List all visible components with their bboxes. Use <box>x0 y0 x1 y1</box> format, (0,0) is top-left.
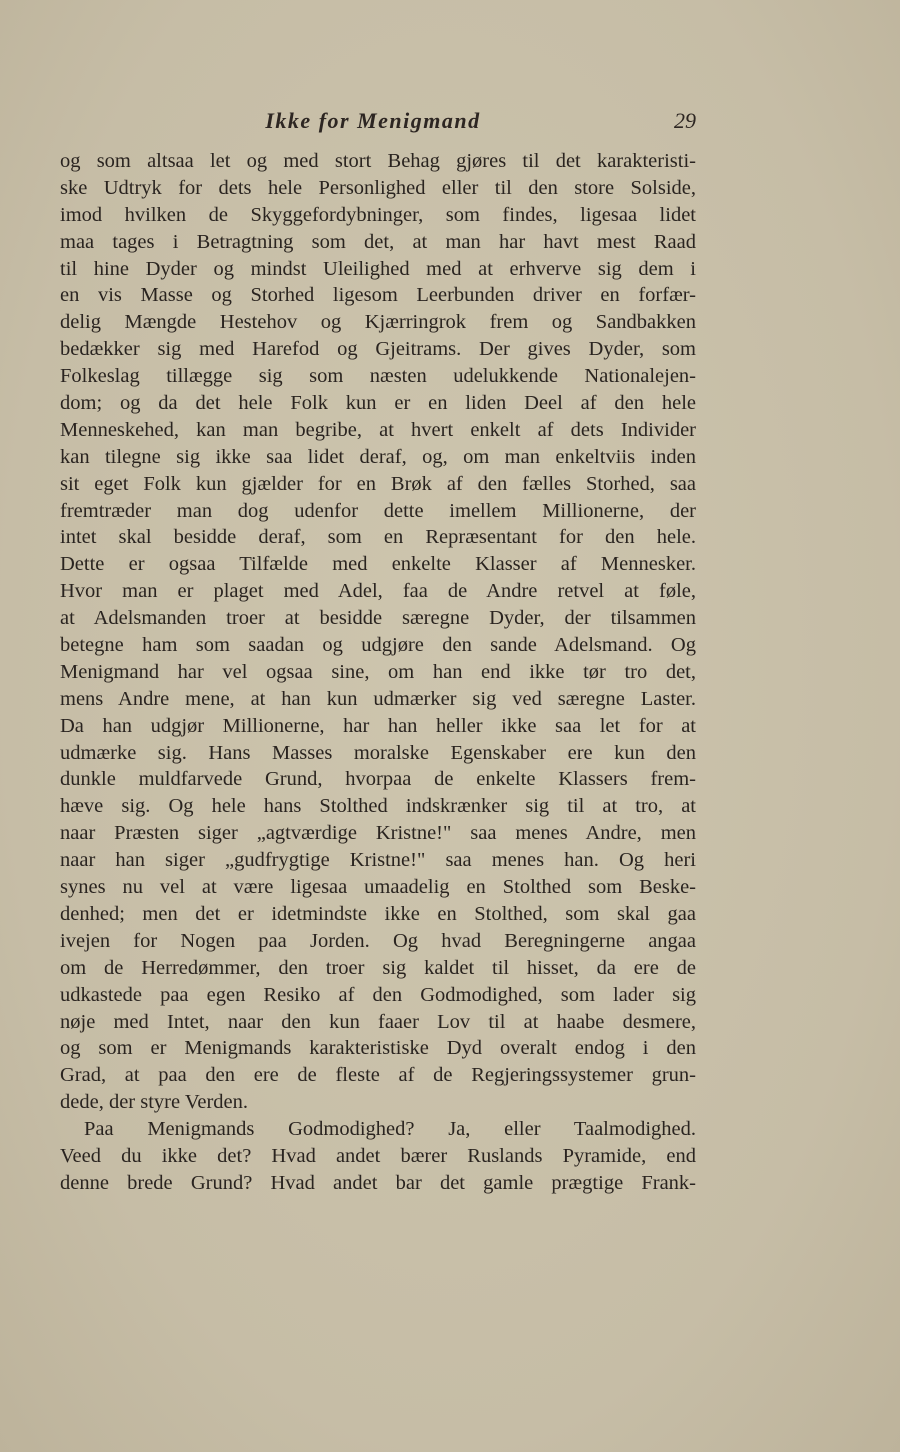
text-line: Grad, at paa den ere de fleste af de Regjeringssystemer grun- <box>60 1064 696 1087</box>
text-line: at Adelsmanden troer at besidde særegne Dyder, der tilsammen <box>60 607 696 630</box>
page-number: 29 <box>674 108 696 133</box>
text-line: sit eget Folk kun gjælder for en Brøk af den fælles Storhed, saa <box>60 472 696 495</box>
text-line: maa tages i Betragtning som det, at man har havt mest Raad <box>60 230 696 253</box>
text-line: hæve sig. Og hele hans Stolthed indskrænker sig til at tro, at <box>60 795 696 818</box>
text-line: naar Præsten siger „agtværdige Kristne!" saa menes Andre, men <box>60 822 696 845</box>
text-line: Menneskehed, kan man begribe, at hvert enkelt af dets Individer <box>60 418 696 441</box>
text-line: udkastede paa egen Resiko af den Godmodighed, som lader sig <box>60 983 696 1006</box>
text-line: ivejen for Nogen paa Jorden. Og hvad Beregningerne angaa <box>60 929 696 952</box>
text-line: denhed; men det er idetmindste ikke en Stolthed, som skal gaa <box>60 902 696 925</box>
text-line: dunkle muldfarvede Grund, hvorpaa de enkelte Klassers frem- <box>60 768 696 791</box>
text-line: Veed du ikke det? Hvad andet bærer Ruslands Pyramide, end <box>60 1144 696 1167</box>
text-line: og som altsaa let og med stort Behag gjøres til det karakteristi- <box>60 150 696 172</box>
text-line: Hvor man er plaget med Adel, faa de Andre retvel at føle, <box>60 580 696 603</box>
text-line: delig Mængde Hestehov og Kjærringrok frem og Sandbakken <box>60 311 696 334</box>
text-line: naar han siger „gudfrygtige Kristne!" saa menes han. Og heri <box>60 849 696 872</box>
text-line: dom; og da det hele Folk kun er en liden Deel af den hele <box>60 392 696 415</box>
text-line: til hine Dyder og mindst Uleilighed med at erhverve sig dem i <box>60 257 696 280</box>
text-line: fremtræder man dog udenfor dette imellem Millionerne, der <box>60 499 696 522</box>
text-line: bedækker sig med Harefod og Gjeitrams. Der gives Dyder, som <box>60 338 696 361</box>
text-line: om de Herredømmer, den troer sig kaldet til hisset, da ere de <box>60 956 696 979</box>
text-line: Menigmand har vel ogsaa sine, om han end ikke tør tro det, <box>60 660 696 683</box>
text-line: intet skal besidde deraf, som en Repræsentant for den hele. <box>60 526 696 549</box>
text-line: udmærke sig. Hans Masses moralske Egenskaber ere kun den <box>60 741 696 764</box>
text-line: imod hvilken de Skyggefordybninger, som findes, ligesaa lidet <box>60 203 696 226</box>
text-line: en vis Masse og Storhed ligesom Leerbunden driver en forfær- <box>60 284 696 307</box>
text-line: dede, der styre Verden. <box>60 1091 249 1114</box>
text-line: Dette er ogsaa Tilfælde med enkelte Klasser af Mennesker. <box>60 553 696 576</box>
text-line: nøje med Intet, naar den kun faaer Lov til at haabe desmere, <box>60 1010 696 1033</box>
text-line: ske Udtryk for dets hele Personlighed eller til den store Solside, <box>60 176 696 199</box>
body-text <box>60 148 696 1197</box>
text-line: Da han udgjør Millionerne, har han heller ikke saa let for at <box>60 714 696 737</box>
text-line: denne brede Grund? Hvad andet bar det gamle prægtige Frank- <box>60 1171 696 1194</box>
text-line: mens Andre mene, at han kun udmærker sig ved særegne Laster. <box>60 687 696 710</box>
text-line: og som er Menigmands karakteristiske Dyd overalt endog i den <box>60 1037 696 1060</box>
text-line: Folkeslag tillægge sig som næsten udelukkende Nationalejen- <box>60 365 696 388</box>
text-line: kan tilegne sig ikke saa lidet deraf, og, om man enkeltviis inden <box>60 445 696 468</box>
running-head <box>60 104 696 138</box>
text-line: synes nu vel at være ligesaa umaadelig en Stolthed som Beske- <box>60 876 696 899</box>
text-line: betegne ham som saadan og udgjøre den sande Adelsmand. Og <box>60 634 696 657</box>
text-line: Paa Menigmands Godmodighed? Ja, eller Taalmodighed. <box>84 1118 696 1141</box>
running-title: Ikke for Menigmand <box>265 108 481 133</box>
